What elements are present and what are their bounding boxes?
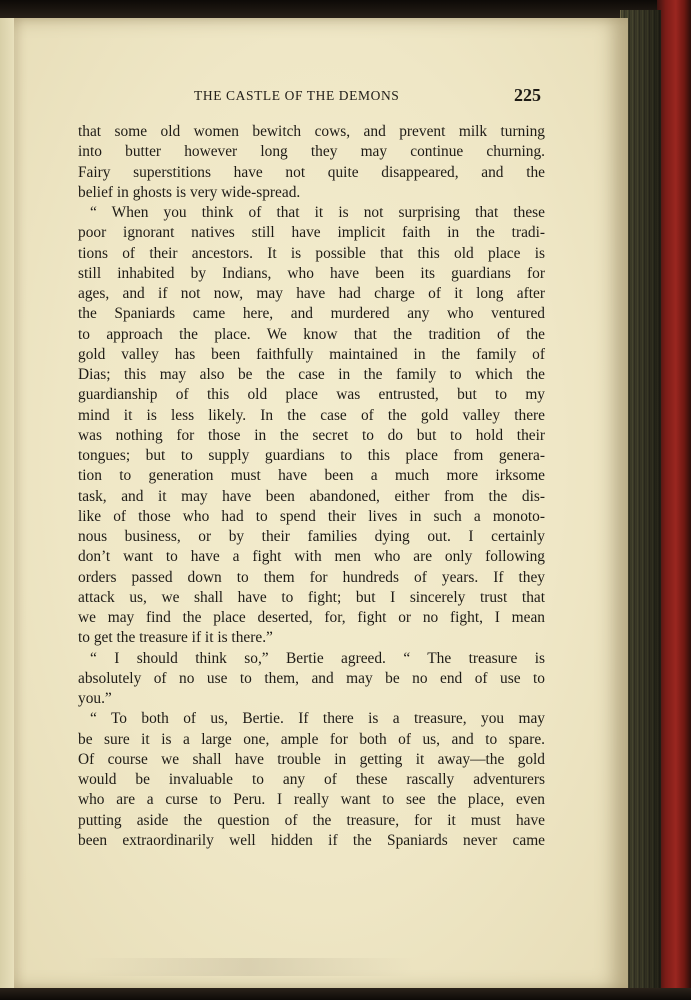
text-line: task, and it may have been abandoned, either from the dis- [78,487,545,505]
text-line: tions of their ancestors. It is possible that this old place is [78,244,545,262]
text-line: orders passed down to them for hundreds of years. If they [78,568,545,586]
text-line: to get the treasure if it is there.” [78,629,273,647]
text-line: nous business, or by their families dying out. I certainly [78,528,545,545]
text-line: “ To both of us, Bertie. If there is a treasure, you may [90,710,545,728]
text-line: Fairy superstitions have not quite disappeared, and the [78,163,545,181]
text-line: still inhabited by Indians, who have been its guardians for [78,264,545,282]
text-line: “ When you think of that it is not surprising that these [90,204,545,221]
previous-page-strip [0,18,14,993]
text-line: guardianship of this old place was entrusted, but to my [78,386,545,404]
text-line: mind it is less likely. In the case of the gold valley there [78,406,545,424]
top-shadow [0,0,691,20]
text-line: belief in ghosts is very wide-spread. [78,183,301,201]
text-line: been extraordinarily well hidden if the Spaniards never came [78,831,545,849]
text-line: be sure it is a large one, ample for both of us, and to spare. [78,730,545,748]
bottom-shadow [0,988,691,1000]
page-number: 225 [514,85,541,105]
text-line: “ I should think so,” Bertie agreed. “ The treasure is [90,649,545,667]
text-line: to approach the place. We know that the tradition of the [78,325,545,343]
text-line: putting aside the question of the treasure, for it must have [78,811,545,829]
running-head: THE CASTLE OF THE DEMONS [194,88,400,103]
text-line: tion to generation must have been a much more irksome [78,467,545,485]
text-line: poor ignorant natives still have implicit faith in the tradi- [78,224,545,242]
text-line: tongues; but to supply guardians to this place from genera- [78,447,545,464]
text-line: Dias; this may also be the case in the family to which the [78,366,545,383]
paper-stain [84,958,414,976]
text-line: into butter however long they may continue churning. [78,143,545,161]
text-line: gold valley has been faithfully maintained in the family of [78,345,545,363]
text-line: who are a curse to Peru. I really want to see the place, even [78,791,545,809]
text-line: was nothing for those in the secret to do but to hold their [78,426,545,444]
text-line: would be invaluable to any of these rascally adventurers [78,771,545,788]
text-line: don’t want to have a fight with men who are only following [78,548,545,566]
page-header [14,85,628,110]
text-line: absolutely of no use to them, and may be no end of use to [78,669,545,687]
text-line: like of those who had to spend their lives in such a monoto- [78,507,545,525]
text-line: the Spaniards came here, and murdered any who ventured [78,305,545,323]
text-line: Of course we shall have trouble in getting it away—the gold [78,750,545,768]
text-line: ages, and if not now, may have had charge of it long after [78,285,545,302]
text-line: you.” [78,690,112,707]
text-line: that some old women bewitch cows, and prevent milk turning [78,123,545,140]
text-line: attack us, we shall have to fight; but I sincerely trust that [78,588,545,606]
book-page [14,18,628,990]
text-line: we may find the place deserted, for, fight or no fight, I mean [78,609,545,626]
body-text [78,122,545,851]
book-cover-binding [657,0,691,1000]
